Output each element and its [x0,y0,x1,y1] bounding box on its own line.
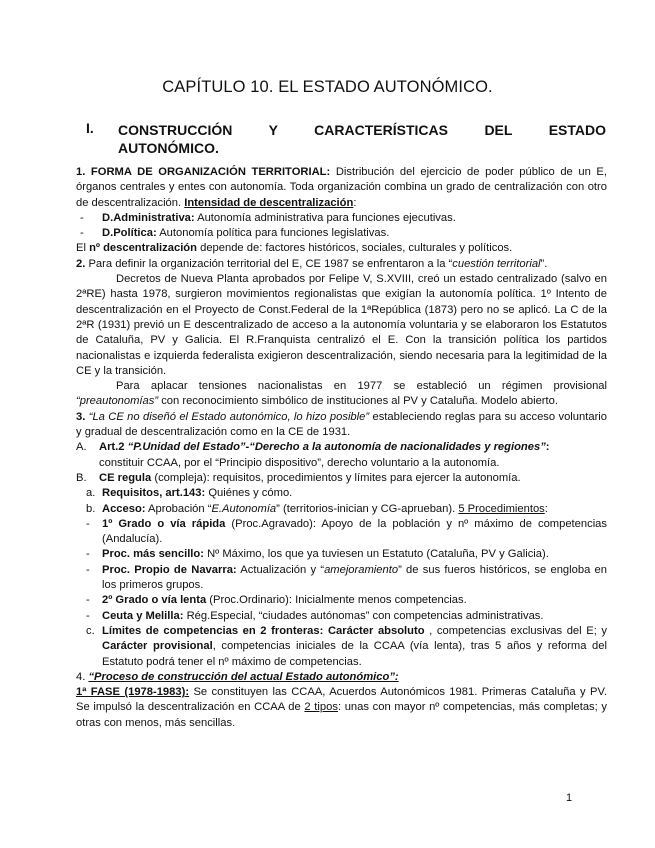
sub-item-b: b. Acceso: Aprobación “E.Autonomía” (territorios-inician y CG-aprueban). 5 Procedimientos: [86,502,548,515]
section-title-line2: AUTONÓMICO. [118,140,219,156]
section-title-line1: CONSTRUCCIÓN Y CARACTERÍSTICAS DEL ESTADO [118,122,606,138]
procedure-item: - 1º Grado o vía rápida (Proc.Agravado): Apoyo de la población y nº máximo de competencias (Andalucía). [86,517,607,546]
paragraph-4-body: 1ª FASE (1978-1983): Se constituyen las CCAA, Acuerdos Autonómicos 1981. Primeras Cataluña y PV. Se impulsó la descentralización en CCAA de 2 tipos: unas con mayor nº competencias, más completas; y otras con menos, más sencillas. [76,686,608,729]
paragraph-2-body: Decretos de Nueva Planta aprobados por Felipe V, S.XVIII, creó un estado centralizado (salvo en 2ªRE) hasta 1978, surgieron movimientos regionalistas que exigían la autonomía política. 1º Intento de descentralización en el Proyecto de Const.Federal de la 1ªRepública (1873) pero no se aplicó. La C de la 2ªR (1931) previó un E descentralizado de acceso a la autonomía voluntaria y se elaboraron los Estatutos de Cataluña, PV y Galicia. El R.Franquista centralizó el E. Con la transición política los partidos nacionalistas e izquierda federalista exigieron descentralización, siendo necesaria para la legitimidad de la CE y la transición. [76,273,607,377]
paragraph-3: 3. “La CE no diseñó el Estado autonómico, lo hizo posible” estableciendo reglas para su acceso voluntario y gradual de descentralización como en la CE de 1931. [76,410,608,439]
dash-item: - D.Política: Autonomía política para funciones legislativas. [80,227,390,240]
letter-item-b: B. CE regula (compleja): requisitos, procedimientos y límites para ejercer la autonomía. [76,471,521,484]
section-number: I. [86,120,94,136]
procedure-item: - Proc. Propio de Navarra: Actualización y “amejoramiento” de sus fueros históricos, se engloba en los primeros grupos. [86,563,607,592]
sub-item-a: a. Requisitos, art.143: Quiénes y cómo. [86,487,293,500]
procedure-item: - Ceuta y Melilla: Rég.Especial, “ciudades autónomas” con competencias administrativas. [86,609,544,622]
chapter-title: CAPÍTULO 10. EL ESTADO AUTONÓMICO. [162,78,493,96]
dash-item: - D.Administrativa: Autonomía administrativa para funciones ejecutivas. [80,211,456,224]
sub-item-c: c. Límites de competencias en 2 fronteras: Carácter absoluto , competencias exclusivas del E; y Carácter provisional, competencias iniciales de la CCAA (vía lenta), tras 5 años y reforma del Estatuto podrá tener el nº máximo de competencias. [86,624,608,668]
letter-item-a: A. Art.2 “P.Unidad del Estado”-“Derecho a la autonomía de nacionalidades y regiones”: constituir CCAA, por el “Principio dispositivo”, derecho voluntario a la autonomía. [76,441,550,469]
procedure-item: - 2º Grado o vía lenta (Proc.Ordinario): Inicialmente menos competencias. [86,594,467,607]
page-number: 1 [566,792,573,804]
p1-heading: 1. FORMA DE ORGANIZACIÓN TERRITORIAL: [76,166,331,178]
procedure-item: - Proc. más sencillo: Nº Máximo, los que ya tuviesen un Estatuto (Cataluña, PV y Galicia). [86,548,549,561]
document-body [76,165,607,731]
paragraph-1: 1. FORMA DE ORGANIZACIÓN TERRITORIAL: Distribución del ejercicio de poder público de un E, órganos centrales y entes con autonomía. Toda organización combina un grado de centralización con otro de descentralización. Intensidad de descentralización: [76,166,607,209]
paragraph-4: 4. “Proceso de construcción del actual Estado autonómico”: [76,670,399,683]
paragraph-2-body2: Para aplacar tensiones nacionalistas en 1977 se estableció un régimen provisional “preautonomías” con reconocimiento simbólico de instituciones al PV y Cataluña. Modelo abierto. [76,380,607,408]
paragraph-1b: El nº descentralización depende de: factores históricos, sociales, culturales y políticos. [76,242,513,255]
paragraph-2: 2. Para definir la organización territorial del E, CE 1987 se enfrentaron a la “cuestión territorial”. [76,257,548,270]
